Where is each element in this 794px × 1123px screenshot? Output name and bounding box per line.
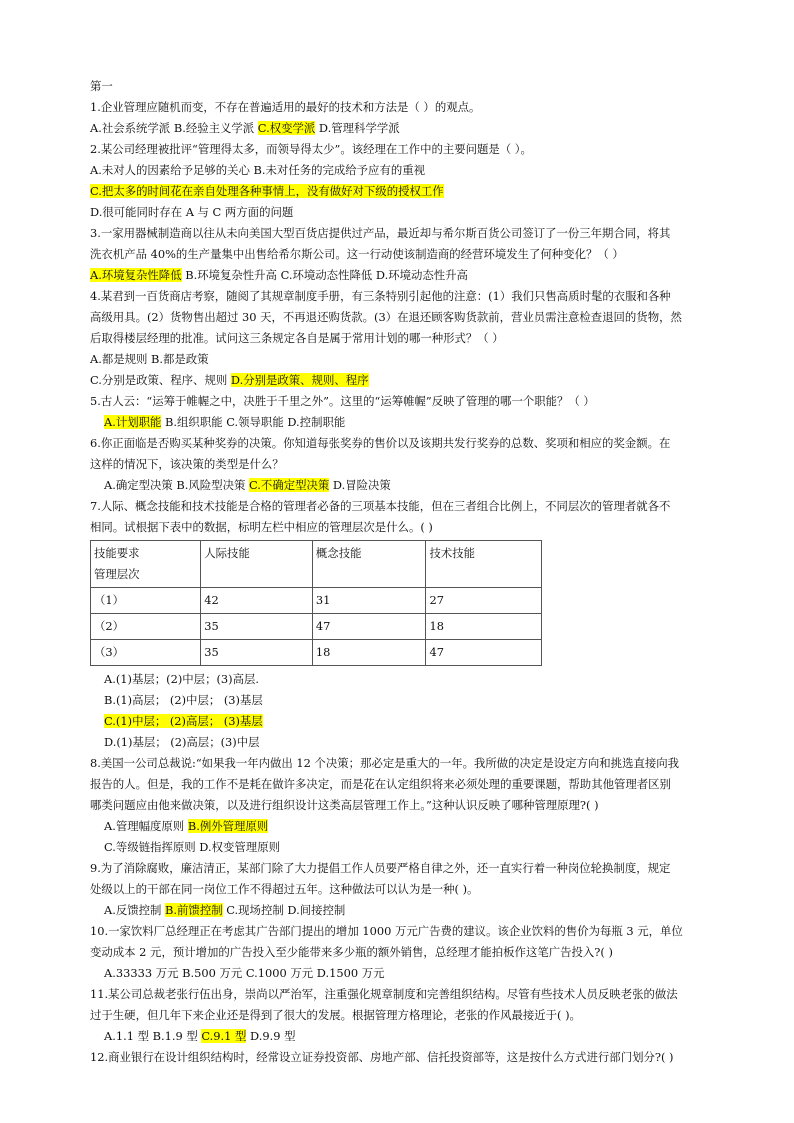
table-header-row (91, 541, 542, 588)
question-9-stem-line-2: 处级以上的干部在同一岗位工作不得超过五年。这种做法可以认为是一种( )。 (90, 882, 479, 896)
table-cell: 47 (426, 640, 542, 666)
q2-option-c-line (90, 181, 708, 202)
q1-option-d: D.管理科学学派 (318, 121, 400, 135)
table-cell: 42 (201, 588, 313, 614)
question-7-stem-line-1: 7.人际、概念技能和技术技能是合格的管理者必备的三项基本技能，但在三者组合比例上，不同层次的管理者就各不 (90, 499, 671, 513)
q6-option-d: D.冒险决策 (332, 478, 391, 492)
q8-options-cd: C.等级链指挥原则 D.权变管理原则 (104, 840, 280, 854)
row-level: （3） (91, 640, 201, 666)
q1-option-b: B.经验主义学派 (173, 121, 255, 135)
question-8-stem-line-3: 哪类问题应由他来做决策，以及进行组织设计这类高层管理工作上。”这种认识反映了哪种管理原理?( ) (90, 798, 599, 812)
q6-option-c-highlighted: C.不确定型决策 (249, 478, 330, 492)
column-header: 概念技能 (312, 541, 426, 588)
question-4-stem-line-2: 高级用具。(2）货物售出超过 30 天，不再退还购货款。(3）在退还顾客购货款前，营业员需注意检查退回的货物，然 (90, 310, 682, 324)
q6-options-ab: A.确定型决策 B.风险型决策 (104, 478, 246, 492)
question-2-stem: 2.某公司经理被批评“管理得太多，而领导得太少”。该经理在工作中的主要问题是（ ）。 (90, 142, 532, 156)
q9-option-b-highlighted: B.前馈控制 (165, 903, 223, 917)
skills-table (90, 540, 542, 666)
column-header: 技术技能 (426, 541, 542, 588)
q8-option-a: A.管理幅度原则 (104, 819, 185, 833)
question-11-stem-line-1: 11.某公司总裁老张行伍出身，崇尚以严治军，注重强化规章制度和完善组织结构。尽管有些技术人员反映老张的做法 (90, 987, 678, 1001)
table-corner-header (91, 541, 201, 588)
question-6-options (90, 475, 708, 496)
q1-option-a: A.社会系统学派 (90, 121, 171, 135)
question-6-stem-line-1: 6.你正面临是否购买某种奖券的决策。你知道每张奖券的售价以及该期共发行奖券的总数、奖项和相应的奖金额。在 (90, 436, 671, 450)
column-header: 人际技能 (201, 541, 313, 588)
q5-options-rest: B.组织职能 C.领导职能 D.控制职能 (165, 415, 346, 429)
q4-options-cd (90, 370, 708, 391)
q9-option-a: A.反馈控制 (104, 903, 162, 917)
q11-option-c-highlighted: C.9.1 型 (201, 1029, 247, 1043)
question-5-options (90, 412, 708, 433)
question-10-stem-line-2: 变动成本 2 元，预计增加的广告投入至少能带来多少瓶的额外销售，总经理才能拍板作这笔广告投入?( ) (90, 945, 613, 959)
q1-option-c-highlighted: C.权变学派 (257, 121, 316, 135)
question-10-options: A.33333 万元 B.500 万元 C.1000 万元 D.1500 万元 (104, 966, 385, 980)
section-heading: 第一 (90, 79, 113, 93)
question-3-stem-line-2: 洗衣机产品 40%的生产量集中出售给希尔斯公司。这一行动使该制造商的经营环境发生了何种变化？（ ） (90, 247, 624, 261)
question-11-stem-line-2: 过于生硬，但几年下来企业还是得到了很大的发展。根据管理方格理论，老张的作风最接近于( )。 (90, 1008, 581, 1022)
question-3-stem-line-1: 3.一家用器械制造商以往从未向美国大型百货店提供过产品，最近却与希尔斯百货公司签订了一份三年期合同，将其 (90, 226, 671, 240)
table-cell: 31 (312, 588, 426, 614)
q4-options-ab: A.都是规则 B.都是政策 (90, 352, 209, 366)
question-1-options (90, 118, 708, 139)
question-10-stem-line-1: 10.一家饮料厂总经理正在考虑其广告部门提出的增加 1000 万元广告费的建议。该企业饮料的售价为每瓶 3 元，单位 (90, 924, 683, 938)
q11-options-ab: A.1.1 型 B.1.9 型 (104, 1029, 198, 1043)
q2-option-c-highlighted: C.把太多的时间花在亲自处理各种事情上，没有做好对下级的授权工作 (90, 184, 444, 198)
question-8-stem-line-2: 报告的人。但是，我的工作不是耗在做许多决定，而是花在认定组织将来必须处理的重要课题，帮助其他管理者区别 (90, 777, 671, 791)
question-12-stem: 12.商业银行在设计组织结构时，经常设立证券投资部、房地产部、信托投资部等，这是按什么方式进行部门划分?( ) (90, 1050, 674, 1064)
table-row (91, 614, 542, 640)
q9-options-cd: C.现场控制 D.间接控制 (226, 903, 346, 917)
question-6-stem-line-2: 这样的情况下，该决策的类型是什么？ (90, 457, 284, 471)
q7-option-c-line (90, 711, 708, 732)
q4-option-c: C.分别是政策、程序、规则 (90, 373, 228, 387)
question-1-stem: 1.企业管理应随机而变，不存在普遍适用的最好的技术和方法是（ ）的观点。 (90, 100, 481, 114)
header-management-level: 管理层次 (94, 567, 140, 581)
table-row (91, 640, 542, 666)
q7-option-c-highlighted: C.(1)中层； (2)高层； (3)基层 (104, 714, 263, 728)
table-cell: 35 (201, 640, 313, 666)
question-3-options (90, 265, 708, 286)
q7-option-a: A.(1)基层；(2)中层；(3)高层. (104, 672, 259, 686)
table-cell: 27 (426, 588, 542, 614)
question-9-stem-line-1: 9.为了消除腐败，廉洁清正，某部门除了大力提倡工作人员要严格自律之外，还一直实行着一种岗位轮换制度，规定 (90, 861, 671, 875)
q3-option-a-highlighted: A.环境复杂性降低 (90, 268, 182, 282)
document-page (90, 76, 708, 1068)
q4-option-d-highlighted: D.分别是政策、规则、程序 (230, 373, 369, 387)
question-7-stem-line-2: 相同。试根据下表中的数据，标明左栏中相应的管理层次是什么。( ) (90, 520, 433, 534)
table-cell: 35 (201, 614, 313, 640)
q7-option-d: D.(1)基层； (2)高层；(3)中层 (104, 735, 260, 749)
question-9-options (90, 900, 708, 921)
header-skill-requirement: 技能要求 (94, 546, 140, 560)
q2-option-d: D.很可能同时存在 A 与 C 两方面的问题 (90, 205, 294, 219)
question-5-stem: 5.古人云：“运筹于帷幄之中，决胜于千里之外”。这里的“运筹帷幄”反映了管理的哪一个职能？（ ） (90, 394, 595, 408)
q7-option-b: B.(1)高层； (2)中层； (3)基层 (104, 693, 263, 707)
question-4-stem-line-3: 后取得楼层经理的批准。试问这三条规定各自是属于常用计划的哪一种形式？（ ） (90, 331, 504, 345)
q3-options-rest: B.环境复杂性升高 C.环境动态性降低 D.环境动态性升高 (185, 268, 468, 282)
table-cell: 47 (312, 614, 426, 640)
q11-option-d: D.9.9 型 (250, 1029, 296, 1043)
table-cell: 18 (312, 640, 426, 666)
table-row (91, 588, 542, 614)
question-8-stem-line-1: 8.美国一公司总裁说:“如果我一年内做出 12 个决策；那必定是重大的一年。我所做的决定是设定方向和挑选直接向我 (90, 756, 680, 770)
question-8-options-ab (90, 816, 708, 837)
q8-option-b-highlighted: B.例外管理原则 (187, 819, 269, 833)
row-level: （1） (91, 588, 201, 614)
q2-options-ab: A.未对人的因素给予足够的关心 B.未对任务的完成给予应有的重视 (90, 163, 426, 177)
table-cell: 18 (426, 614, 542, 640)
question-11-options (90, 1026, 708, 1047)
question-4-stem-line-1: 4.某君到一百货商店考察，随阅了其规章制度手册，有三条特别引起他的注意：(1）我们只售高质时髦的衣服和各种 (90, 289, 671, 303)
q5-option-a-highlighted: A.计划职能 (104, 415, 162, 429)
row-level: （2） (91, 614, 201, 640)
